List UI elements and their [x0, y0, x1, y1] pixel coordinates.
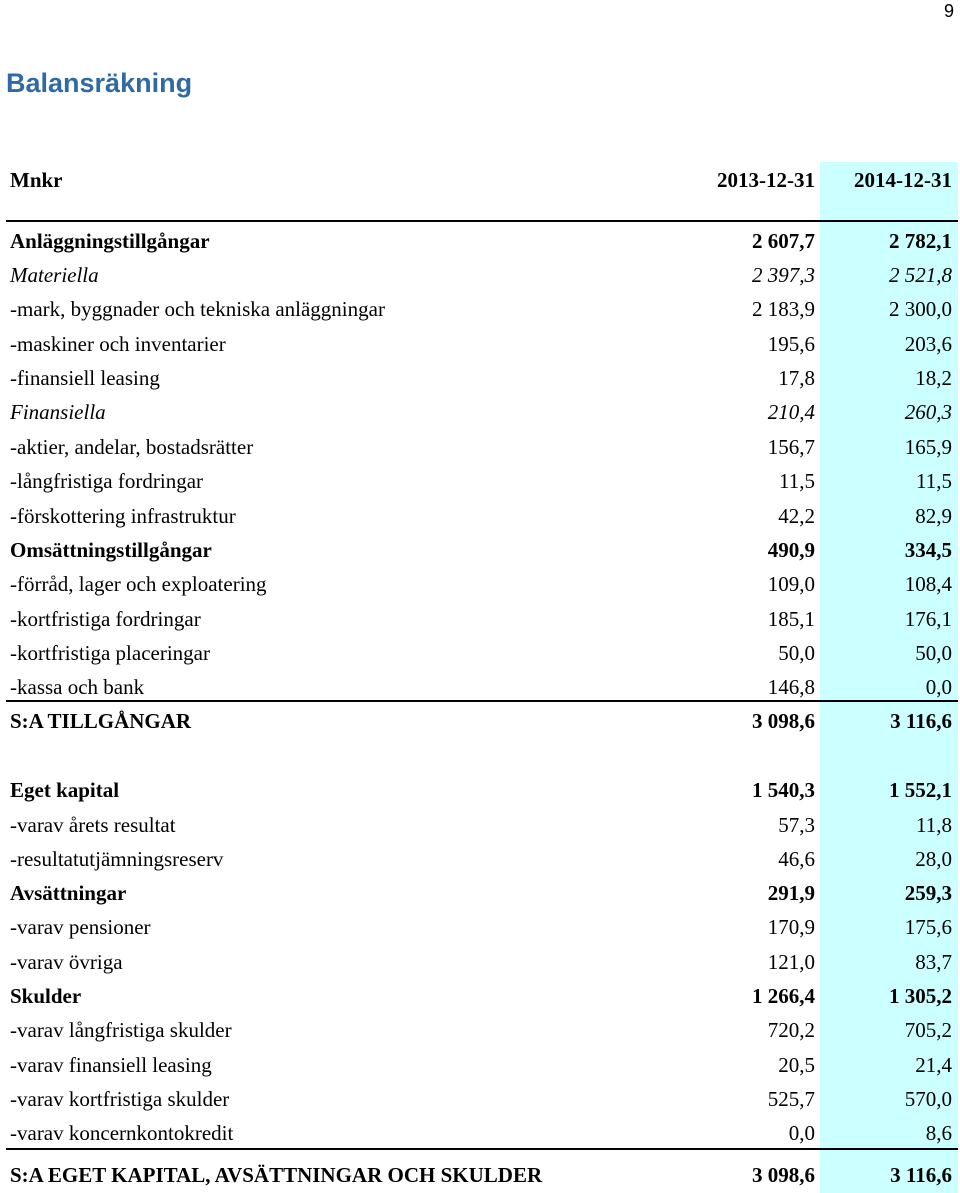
- value-2014: 2 782,1: [889, 229, 952, 253]
- value-2013: 525,7: [767, 1087, 815, 1111]
- table-row: [0, 910, 960, 944]
- table-row: [0, 945, 960, 979]
- value-2014: 259,3: [904, 881, 952, 905]
- table-row: [0, 979, 960, 1013]
- row-label: Anläggningstillgångar: [10, 229, 210, 253]
- row-label: S:A TILLGÅNGAR: [10, 709, 192, 733]
- unit-label: Mnkr: [10, 168, 63, 192]
- value-2013: 185,1: [767, 607, 815, 631]
- value-2013: 17,8: [778, 366, 815, 390]
- table-row: [0, 1048, 960, 1082]
- value-2013: 291,9: [767, 881, 815, 905]
- value-2014: 2 521,8: [889, 263, 952, 287]
- value-2014: 1 305,2: [889, 984, 952, 1008]
- row-label: -förskottering infrastruktur: [10, 504, 236, 528]
- table-row: [0, 1158, 960, 1192]
- value-2013: 210,4: [767, 400, 815, 424]
- row-label: Avsättningar: [10, 881, 127, 905]
- table-row: [0, 1013, 960, 1047]
- row-label: -varav kortfristiga skulder: [10, 1087, 230, 1111]
- table-row: [0, 327, 960, 361]
- table-row: [0, 361, 960, 395]
- table-row: [0, 1082, 960, 1116]
- value-2014: 82,9: [915, 504, 952, 528]
- value-2013: 2 397,3: [752, 263, 815, 287]
- table-row: [0, 464, 960, 498]
- value-2014: 83,7: [915, 950, 952, 974]
- value-2014: 3 116,6: [890, 709, 952, 733]
- row-label: Materiella: [10, 263, 99, 287]
- value-2014: 260,3: [904, 400, 952, 424]
- value-2013: 0,0: [788, 1121, 815, 1145]
- value-2013: 170,9: [767, 915, 815, 939]
- table-row: [0, 533, 960, 567]
- table-row: [0, 842, 960, 876]
- value-2014: 705,2: [904, 1018, 952, 1042]
- value-2013: 490,9: [767, 538, 815, 562]
- value-2013: 1 266,4: [752, 984, 815, 1008]
- column-header-2014: 2014-12-31: [854, 168, 952, 192]
- value-2013: 57,3: [778, 813, 815, 837]
- value-2014: 50,0: [915, 641, 952, 665]
- table-header-row: [0, 163, 960, 197]
- table-row: [0, 224, 960, 258]
- row-label: -varav långfristiga skulder: [10, 1018, 232, 1042]
- value-2014: 334,5: [904, 538, 952, 562]
- header-rule: [6, 220, 958, 222]
- value-2014: 165,9: [904, 435, 952, 459]
- table-row: [0, 567, 960, 601]
- value-2014: 11,8: [916, 813, 952, 837]
- table-row: [0, 292, 960, 326]
- value-2013: 3 098,6: [752, 1163, 815, 1187]
- value-2014: 8,6: [925, 1121, 952, 1145]
- row-label: Skulder: [10, 984, 82, 1008]
- row-label: -varav koncernkontokredit: [10, 1121, 234, 1145]
- value-2014: 28,0: [915, 847, 952, 871]
- assets-divider-rule: [6, 700, 958, 702]
- row-label: -varav finansiell leasing: [10, 1053, 212, 1077]
- table-row: [0, 704, 960, 738]
- value-2014: 108,4: [904, 572, 952, 596]
- value-2013: 50,0: [778, 641, 815, 665]
- column-header-2013: 2013-12-31: [717, 168, 815, 192]
- value-2013: 1 540,3: [752, 778, 815, 802]
- row-label: -kortfristiga placeringar: [10, 641, 210, 665]
- table-row: [0, 1116, 960, 1150]
- value-2014: 175,6: [904, 915, 952, 939]
- row-label: -kassa och bank: [10, 675, 145, 699]
- table-row: [0, 258, 960, 292]
- value-2013: 11,5: [779, 469, 815, 493]
- value-2014: 176,1: [904, 607, 952, 631]
- row-label: -varav pensioner: [10, 915, 151, 939]
- row-label: Omsättningstillgångar: [10, 538, 212, 562]
- row-label: -långfristiga fordringar: [10, 469, 204, 493]
- value-2014: 570,0: [904, 1087, 952, 1111]
- value-2014: 0,0: [925, 675, 952, 699]
- value-2013: 2 183,9: [752, 297, 815, 321]
- value-2013: 109,0: [767, 572, 815, 596]
- row-label: -finansiell leasing: [10, 366, 160, 390]
- table-row: [0, 876, 960, 910]
- table-row: [0, 395, 960, 429]
- row-label: -mark, byggnader och tekniska anläggningar: [10, 297, 385, 321]
- value-2014: 1 552,1: [889, 778, 952, 802]
- total-divider-rule: [6, 1148, 958, 1150]
- value-2014: 3 116,6: [890, 1163, 952, 1187]
- value-2013: 146,8: [767, 675, 815, 699]
- value-2013: 3 098,6: [752, 709, 815, 733]
- table-row: [0, 773, 960, 807]
- value-2013: 720,2: [767, 1018, 815, 1042]
- table-row: [0, 670, 960, 704]
- table-row: [0, 602, 960, 636]
- row-label: -resultatutjämningsreserv: [10, 847, 224, 871]
- value-2014: 18,2: [915, 366, 952, 390]
- row-label: Eget kapital: [10, 778, 120, 802]
- value-2013: 20,5: [778, 1053, 815, 1077]
- value-2013: 42,2: [778, 504, 815, 528]
- value-2013: 156,7: [767, 435, 815, 459]
- value-2013: 46,6: [778, 847, 815, 871]
- row-label: -varav årets resultat: [10, 813, 176, 837]
- value-2013: 121,0: [767, 950, 815, 974]
- value-2013: 2 607,7: [752, 229, 815, 253]
- value-2013: 195,6: [767, 332, 815, 356]
- row-label: Finansiella: [10, 400, 106, 424]
- row-label: -aktier, andelar, bostadsrätter: [10, 435, 254, 459]
- row-label: -förråd, lager och exploatering: [10, 572, 267, 596]
- page-title: Balansräkning: [6, 68, 193, 98]
- page-number: 9: [943, 1, 954, 21]
- row-label: -maskiner och inventarier: [10, 332, 226, 356]
- row-label: -kortfristiga fordringar: [10, 607, 201, 631]
- row-label: -varav övriga: [10, 950, 123, 974]
- table-row: [0, 499, 960, 533]
- value-2014: 203,6: [904, 332, 952, 356]
- table-row: [0, 808, 960, 842]
- table-row: [0, 430, 960, 464]
- value-2014: 2 300,0: [889, 297, 952, 321]
- value-2014: 11,5: [916, 469, 952, 493]
- row-label: S:A EGET KAPITAL, AVSÄTTNINGAR OCH SKULDER: [10, 1163, 543, 1187]
- value-2014: 21,4: [915, 1053, 952, 1077]
- table-row: [0, 636, 960, 670]
